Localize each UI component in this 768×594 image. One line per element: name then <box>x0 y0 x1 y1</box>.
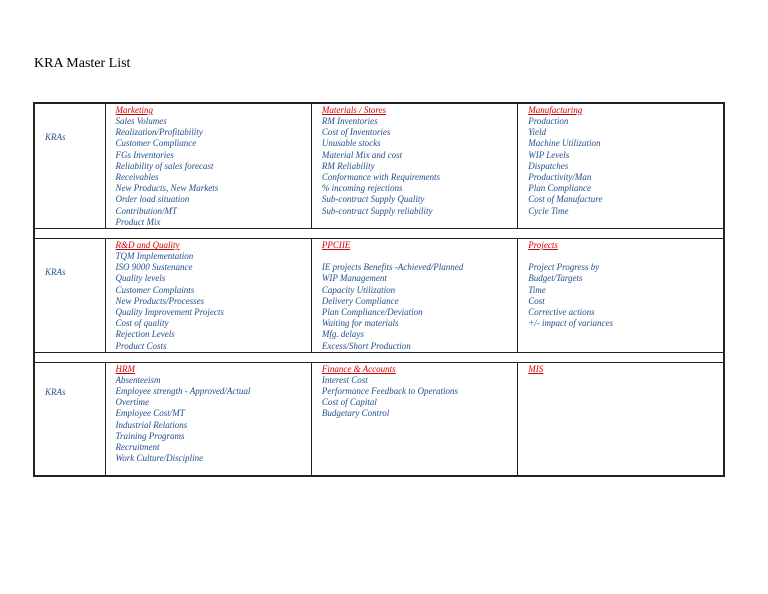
kra-item: Dispatches <box>528 160 569 171</box>
function-header: Projects <box>528 240 558 251</box>
kra-item: Project Progress by <box>528 262 600 273</box>
kra-list <box>106 116 311 228</box>
kra-section-row <box>34 103 724 229</box>
function-cell <box>311 239 517 353</box>
kra-item: Recruitment <box>115 442 160 453</box>
function-header: Manufacturing <box>528 105 583 115</box>
kra-item: RM Reliability <box>321 160 375 171</box>
kra-item: WIP Management <box>321 273 387 284</box>
kra-item: Sub-contract Supply reliability <box>321 205 433 216</box>
function-cell <box>311 362 517 476</box>
kra-item: +/- impact of variances <box>528 318 614 329</box>
kra-item: Excess/Short Production <box>321 340 411 351</box>
kra-item: Quality Improvement Projects <box>115 307 224 318</box>
kra-item: Overtime <box>115 397 150 408</box>
kra-item: Performance Feedback to Operations <box>321 386 459 397</box>
function-cell <box>311 103 517 229</box>
function-cell <box>105 103 311 229</box>
kra-item: Material Mix and cost <box>321 149 403 160</box>
kra-item: ISO 9000 Sustenance <box>115 262 193 273</box>
kra-item: Corrective actions <box>528 307 595 318</box>
kra-item: Delivery Compliance <box>321 295 399 306</box>
kra-item: TQM Implementation <box>115 251 194 262</box>
kra-list <box>106 251 311 352</box>
kra-item: Product Costs <box>115 340 167 351</box>
kra-item: Customer Complaints <box>115 284 195 295</box>
function-cell <box>518 239 724 353</box>
kra-item: Interest Cost <box>321 374 368 385</box>
function-header: Marketing <box>115 105 154 115</box>
kra-item: Cost of quality <box>115 318 169 329</box>
page-title: KRA Master List <box>34 56 131 71</box>
section-spacer <box>34 352 724 362</box>
kra-item: New Products/Processes <box>115 295 205 306</box>
function-cell <box>105 239 311 353</box>
function-header: Materials / Stores <box>321 105 387 115</box>
kra-item: Rejection Levels <box>115 329 175 340</box>
kra-item <box>528 251 723 262</box>
kra-list <box>312 116 517 217</box>
kra-row-label-cell <box>34 239 105 353</box>
function-header: R&D and Quality <box>115 240 180 251</box>
kra-item: Cost of Inventories <box>321 127 391 138</box>
kra-item: Cost of Capital <box>321 397 377 408</box>
kra-item: Order load situation <box>115 194 190 205</box>
kra-item: Quality levels <box>115 273 166 284</box>
kra-item: Product Mix <box>115 216 161 227</box>
kra-item: Employee strength - Approved/Actual <box>115 386 251 397</box>
kra-item: Cycle Time <box>528 205 569 216</box>
function-header: PPCIIE <box>321 240 351 251</box>
kra-list <box>518 116 723 217</box>
kra-item: New Products, New Markets <box>115 183 219 194</box>
kra-item: Plan Compliance <box>528 183 591 194</box>
function-cell <box>518 362 724 476</box>
kra-item: Receivables <box>115 172 159 183</box>
kra-table <box>33 102 725 477</box>
kra-list <box>518 251 723 329</box>
kra-item: Time <box>528 284 546 295</box>
kra-item: Conformance with Requirements <box>321 172 440 183</box>
kra-item: Unusable stocks <box>321 138 381 149</box>
kra-item: Waiting for materials <box>321 318 399 329</box>
kra-row-label: KRAs <box>45 267 66 278</box>
kra-item: Realization/Profitability <box>115 127 203 138</box>
kra-item: IE projects Benefits -Achieved/Planned <box>321 262 464 273</box>
kra-row-label-cell <box>34 103 105 229</box>
kra-row-label: KRAs <box>45 132 66 142</box>
kra-item: Absenteeism <box>115 374 161 385</box>
kra-list <box>106 375 311 465</box>
kra-item: Cost of Manufacture <box>528 194 603 205</box>
kra-list <box>312 375 517 420</box>
function-cell <box>105 362 311 476</box>
kra-item: Customer Compliance <box>115 138 197 149</box>
kra-item: Yield <box>528 127 547 138</box>
function-header: Finance & Accounts <box>321 363 396 374</box>
kra-item: Budget/Targets <box>528 273 583 284</box>
kra-item: RM Inventories <box>321 116 378 126</box>
kra-section-row <box>34 362 724 476</box>
kra-item: WIP Levels <box>528 149 570 160</box>
kra-row-label: KRAs <box>45 386 66 397</box>
kra-item: Training Programs <box>115 430 185 441</box>
kra-item: Work Culture/Discipline <box>115 453 204 464</box>
kra-item: Machine Utilization <box>528 138 601 149</box>
kra-item: Mfg. delays <box>321 329 364 340</box>
kra-item: Reliability of sales forecast <box>115 160 214 171</box>
kra-item <box>322 251 517 262</box>
kra-item: Capacity Utilization <box>321 284 396 295</box>
kra-item: FGs Inventories <box>115 149 174 160</box>
section-spacer <box>34 229 724 239</box>
kra-item: Employee Cost/MT <box>115 408 185 419</box>
kra-item: Cost <box>528 295 545 306</box>
kra-item: Plan Compliance/Deviation <box>321 307 423 318</box>
kra-item: Sales Volumes <box>115 116 167 126</box>
kra-item: Sub-contract Supply Quality <box>321 194 425 205</box>
kra-row-label-cell <box>34 362 105 476</box>
kra-item: Production <box>528 116 569 126</box>
function-header: MIS <box>528 363 544 374</box>
kra-item: Budgetary Control <box>321 408 390 419</box>
kra-section-row <box>34 239 724 353</box>
kra-list <box>312 251 517 352</box>
kra-item: % incoming rejections <box>321 183 403 194</box>
function-cell <box>518 103 724 229</box>
function-header: HRM <box>115 363 136 374</box>
kra-item: Contribution/MT <box>115 205 178 216</box>
kra-item: Industrial Relations <box>115 419 188 430</box>
kra-item: Productivity/Man <box>528 172 592 183</box>
